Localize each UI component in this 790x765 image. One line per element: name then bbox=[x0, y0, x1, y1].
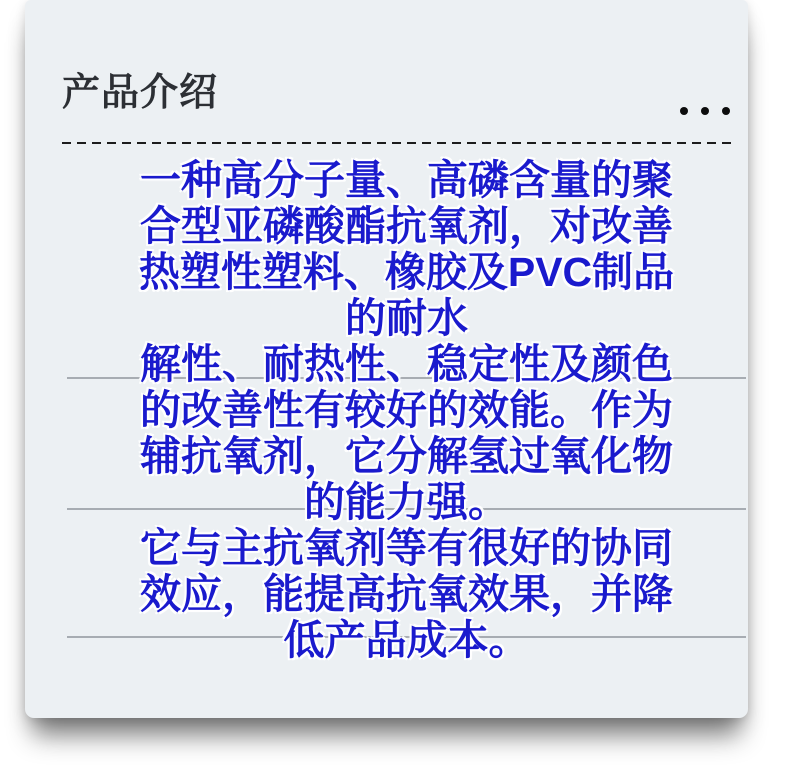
intro-text-line: 热塑性塑料、橡胶及PVC制品 bbox=[138, 249, 675, 295]
section-title: 产品介绍 bbox=[62, 72, 219, 114]
intro-text-line: 合型亚磷酸酯抗氧剂，对改善 bbox=[140, 203, 673, 249]
intro-text-line: 解性、耐热性、稳定性及颜色 bbox=[140, 341, 673, 387]
intro-text-line: 效应，能提高抗氧效果，并降 bbox=[140, 571, 673, 617]
intro-text-block bbox=[67, 157, 746, 663]
intro-text-line: 辅抗氧剂，它分解氢过氧化物 bbox=[140, 433, 673, 479]
product-intro-card bbox=[25, 0, 748, 718]
intro-text-line: 的能力强。 bbox=[304, 479, 509, 525]
intro-text-line: 低产品成本。 bbox=[283, 617, 530, 663]
intro-text-line: 它与主抗氧剂等有很好的协同 bbox=[140, 525, 673, 571]
intro-text-line: 一种高分子量、高磷含量的聚 bbox=[140, 157, 673, 203]
intro-text-line: 的改善性有较好的效能。作为 bbox=[140, 387, 673, 433]
intro-text-line: 的耐水 bbox=[345, 295, 468, 341]
intro-content-area bbox=[67, 0, 746, 718]
